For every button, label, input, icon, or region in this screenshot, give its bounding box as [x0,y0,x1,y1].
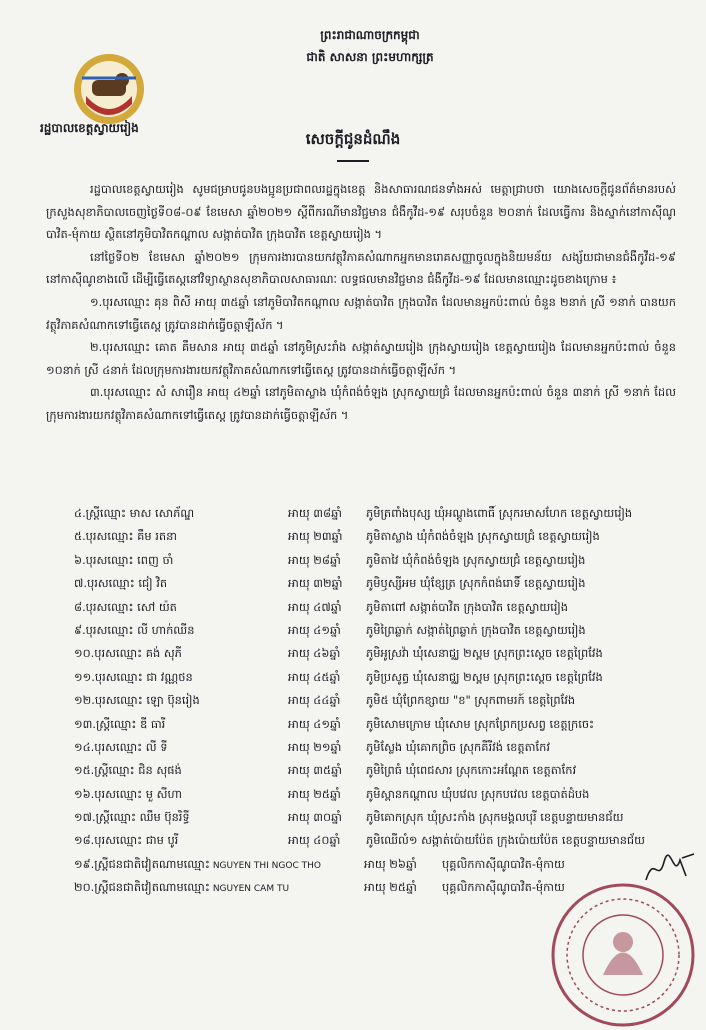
official-seal-icon [548,880,698,1030]
list-item [46,642,686,665]
case-name [46,853,364,876]
case-name-latin: NGUYEN CAM TU [212,884,290,895]
case-address: ភូមិឫស្សីអម ឃុំខ្សែត្រ ស្រុកកំពង់រោទិ៍ ខេត្តស្វាយរៀង [366,576,586,591]
case-name: ១១.បុរសឈ្មោះ ជា វណ្ណថន [74,669,193,684]
case-detail: ១.បុរសឈ្មោះ គុន ពិសី អាយុ ៣៥ឆ្នាំ នៅភូមិបាវិតកណ្ដាល សង្កាត់បាវិត ក្រុងបាវិត ដែលមានអ្នកប៉ះពាល់ ចំនួន ២នាក់ ស្រី ១នាក់ បានយកវត្ថុវិភាគសំណាកទៅធ្វើតេស្ត ត្រូវបានដាក់ធ្វើចត្តាឡីស័ក ។ [46,294,676,332]
case-address: ភូមិតាស្លាង ឃុំកំពង់ចំឡង ស្រុកស្វាយជ្រំ ខេត្តស្វាយរៀង [366,529,600,544]
case-detail: ២.បុរសឈ្មោះ គោត គឹមសាន អាយុ ៣៥ឆ្នាំ នៅភូមិស្រះរាំង សង្កាត់ស្វាយរៀង ក្រុងស្វាយរៀង ខេត្តស្វាយរៀង ដែលមានអ្នកប៉ះពាល់ ចំនួន ១០នាក់ ស្រី ៤នាក់ ដែលក្រុមការងារយកវត្ថុវិភាគសំណាកទៅធ្វើតេស្ត ត្រូវបានដាក់ធ្វើចត្តាឡីស័ក ។ [46,340,676,377]
case-name: ១៦.បុរសឈ្មោះ មួ សីហា [74,786,182,801]
case-name: ៨.បុរសឈ្មោះ សៅ យ៉ត [74,599,177,614]
case-age: អាយុ ៤៥ឆ្នាំ [288,669,341,684]
provincial-emblem-icon [72,52,146,126]
case-age: អាយុ ២១ឆ្នាំ [288,739,342,754]
page-title: សេចក្ដីជូនដំណឹង [305,130,401,148]
case-detail: ៣.បុរសឈ្មោះ សំ សារឿន អាយុ ៤២ឆ្នាំ នៅភូមិតាស្លាង ឃុំកំពង់ចំឡង ស្រុកស្វាយជ្រំ ដែលមានអ្នកប៉ះពាល់ ចំនួន ៣នាក់ ស្រី ១នាក់ ដែលក្រុមការងារយកវត្ថុវិភាគសំណាកទៅធ្វើតេស្ត ត្រូវបានដាក់ធ្វើចត្តាឡីស័ក ។ [46,385,676,422]
kingdom-name: ព្រះរាជាណាចក្រកម្ពុជា [320,28,420,42]
case-age: អាយុ ៣៥ឆ្នាំ [288,763,342,778]
case-address: ភូមិតាពៅ សង្កាត់បាវិត ក្រុងបាវិត ខេត្តស្វាយរៀង [366,599,569,614]
case-name: ១២.បុរសឈ្មោះ ឡោ ប៊ុនរៀង [74,693,200,708]
case-address: ភូមិសោមក្រោម ឃុំសោម ស្រុកព្រែកប្រសព្វ ខេត្តក្រចេះ [366,716,595,731]
case-list [46,502,686,900]
list-item [46,525,686,548]
case-address: ភូមិព្រៃឆ្លាក់ សង្កាត់ព្រៃឆ្លាក់ ក្រុងបាវិត ខេត្តស្វាយរៀង [366,622,586,637]
case-address: ភូមិឈើលំ១ សង្កាត់ប៉ោយប៉ែត ក្រុងប៉ោយប៉ែត ខេត្តបន្ទាយមានជ័យ [366,833,645,848]
case-age: អាយុ ២៨ឆ្នាំ [288,552,341,567]
list-item [46,666,686,689]
list-item [46,572,686,595]
case-address: ភូមិស្លែង ឃុំគោកព្រិច ស្រុកគីរីវង់ ខេត្តតាកែវ [366,739,550,754]
case-name: ៧.បុរសឈ្មោះ ជៀ វិត [74,576,168,591]
case-name: ៩.បុរសឈ្មោះ លី ហាក់ឈីន [74,622,195,637]
intro-paragraph: រដ្ឋបាលខេត្តស្វាយរៀង សូមជម្រាបជូនបងប្អូនប្រជាពលរដ្ឋក្នុងខេត្ត និងសាធារណជនទាំងអស់ មេត្តាជ្រាបថា យោងសេចក្ដីជូនព័ត៌មានរបស់ក្រសួងសុខាភិបាលចេញថ្ងៃទី០៨-០៩ ខែមេសា ឆ្នាំ២០២១ ស្ដីពីករណីមានវិជ្ជមាន ជំងឺកូវីដ-១៩ សរុបចំនួន ២០នាក់ ដែលធ្វើការ និងស្នាក់នៅកាស៊ីណូបាវិត-មុំកាយ ស្ថិតនៅភូមិបាវិតកណ្ដាល សង្កាត់បាវិត ក្រុងបាវិត ខេត្តស្វាយរៀង ។ [46,182,676,242]
case-age: អាយុ ២៥ឆ្នាំ [288,786,341,801]
case-age: អាយុ ២៦ឆ្នាំ [364,856,417,871]
case-age: អាយុ ៣៨ឆ្នាំ [288,506,342,520]
case-age: អាយុ ៤៤ឆ្នាំ [288,693,341,708]
case-name [46,876,364,899]
case-address: ភូមិប្រសូត្ធ ឃុំសេនាជ្ឈ ២ស្ពម ស្រុកព្រះស្ដេច ខេត្តព្រៃវែង [366,669,603,684]
case-age: អាយុ ៤៦ឆ្នាំ [288,646,341,661]
list-item [46,619,686,642]
case-address: ភូមិ៥ ឃុំព្រែកខ្សាយ "ខ" ស្រុកពាមរក៍ ខេត្តព្រៃវែង [366,693,576,708]
list-item [46,596,686,619]
case-name: ៤.ស្ត្រីឈ្មោះ មាស សោភ័ណ្ឌ [74,506,195,520]
case-age: អាយុ ២៥ឆ្នាំ [364,880,417,895]
case-age: អាយុ ២៣ឆ្នាំ [288,529,343,544]
case-age: អាយុ ៤០ឆ្នាំ [288,833,341,848]
case-name-latin: NGUYEN THI NGOC THO [212,860,321,871]
case-name: ១៨.បុរសឈ្មោះ ជាម បូរី [74,833,179,848]
case-name: ៥.បុរសឈ្មោះ គឹម រតនា [74,529,177,544]
context-paragraph: នៅថ្ងៃទី០២ ខែមេសា ឆ្នាំ២០២១ ក្រុមការងារបានយកវត្ថុវិភាគសំណាកអ្នកមានរោគសញ្ញាចូលក្នុងនិយមន័យ សង្ស័យជាមានជំងឺកូវីដ-១៩ នៅកាស៊ីណូខាងលើ ដើម្បីធ្វើតេស្តនៅវិទ្យាស្ថានសុខាភិបាលសាធារណៈ លទ្ធផលមានវិជ្ជមាន ជំងឺកូវីដ-១៩ ដែលមានឈ្មោះដូចខាងក្រោម ៖ [46,249,676,287]
case-address: ភូមិស្ពានកណ្ដាល ឃុំបវេល ស្រុកបវេល ខេត្តបាត់ដំបង [366,786,590,801]
list-item [46,806,686,829]
case-age: អាយុ ៣០ឆ្នាំ [288,810,342,825]
case-address: ភូមិគោកស្រុក ឃុំស្រះកាំង ស្រុកមង្គលបុរី ខេត្តបន្ទាយមានជ័យ [366,810,624,825]
letterhead [240,24,500,68]
case-name: ១៧.ស្ត្រីឈ្មោះ ឈឹម ប៊ុនរិទ្ធី [74,810,190,825]
list-item [46,853,686,876]
case-name: ១៤.បុរសឈ្មោះ លី ទី [74,739,168,754]
case-name-prefix: ១៩.ស្ត្រីជនជាតិវៀតណាមឈ្មោះ [74,856,210,871]
list-item [46,759,686,782]
case-address: ភូមិតាវៃ ឃុំកំពង់ចំឡង ស្រុកស្វាយជ្រំ ខេត្តស្វាយរៀង [366,552,586,567]
title-divider [337,160,369,162]
national-motto: ជាតិ សាសនា ព្រះមហាក្សត្រ [306,50,434,64]
case-age: អាយុ ៤១ឆ្នាំ [288,716,341,731]
list-item [46,783,686,806]
list-item [46,829,686,852]
case-address: បុគ្គលិកកាស៊ីណូបាវិត-មុំកាយ [442,880,565,895]
issuing-authority: រដ្ឋបាលខេត្តស្វាយរៀង [40,121,139,135]
case-name: ១០.បុរសឈ្មោះ គង់ សុភី [74,646,182,661]
case-name: ៦.បុរសឈ្មោះ ពេញ ចាំ [74,552,174,567]
list-item [46,549,686,572]
list-item [46,736,686,759]
case-name: ១៥.ស្ត្រីឈ្មោះ ជិន សុផង់ [74,763,182,778]
notice-body [46,178,676,427]
case-address: ភូមិព្រៃធំ ឃុំពេជសារ ស្រុកកោះអណ្ដែត ខេត្តតាកែវ [366,763,577,778]
case-address: បុគ្គលិកកាស៊ីណូបាវិត-មុំកាយ [442,856,565,871]
case-age: អាយុ ៤១ឆ្នាំ [288,622,341,637]
case-address: ភូមិត្រពាំងបុស្ស ឃុំអណ្ដូងពោធិ៍ ស្រុករមាសហែក ខេត្តស្វាយរៀង [366,506,633,520]
list-item [46,713,686,736]
case-name-prefix: ២០.ស្ត្រីជនជាតិវៀតណាមឈ្មោះ [74,880,210,895]
case-age: អាយុ ៣២ឆ្នាំ [288,576,343,591]
list-item [46,502,686,525]
case-address: ភូមិអូស្រវ៉ា ឃុំសេនាជ្ឈ ២ស្ពម ស្រុកព្រះស្ដេច ខេត្តព្រៃវែង [366,646,603,661]
case-name: ១៣.ស្ត្រីឈ្មោះ ឌី ធារី [74,716,166,731]
list-item [46,689,686,712]
case-age: អាយុ ៤៧ឆ្នាំ [288,599,342,614]
